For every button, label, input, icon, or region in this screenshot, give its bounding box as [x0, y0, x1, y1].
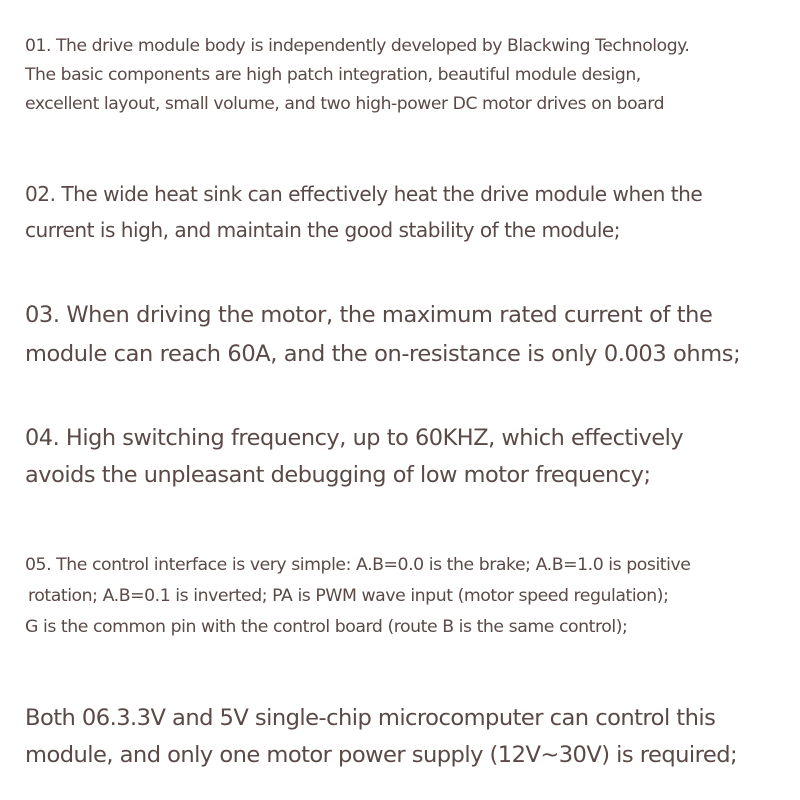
paragraph-05-line-2: rotation; A.B=0.1 is inverted; PA is PWM wave input (motor speed regulation);: [28, 586, 669, 606]
paragraph-04-line-2: avoids the unpleasant debugging of low motor frequency;: [25, 462, 651, 488]
paragraph-02: [25, 176, 702, 248]
paragraph-05-line-1: 05. The control interface is very simple: A.B=0.0 is the brake; A.B=1.0 is positive: [25, 555, 691, 575]
paragraph-01-line-3: excellent layout, small volume, and two high-power DC motor drives on board: [25, 94, 665, 114]
paragraph-06-line-2: module, and only one motor power supply (12V~30V) is required;: [25, 742, 738, 768]
paragraph-05: [25, 550, 690, 643]
paragraph-03: [25, 296, 740, 374]
paragraph-01-line-1: 01. The drive module body is independently developed by Blackwing Technology.: [25, 36, 690, 56]
paragraph-04: [25, 420, 683, 494]
paragraph-04-line-1: 04. High switching frequency, up to 60KHZ, which effectively: [25, 425, 684, 451]
paragraph-01-line-2: The basic components are high patch integration, beautiful module design,: [25, 65, 641, 85]
paragraph-01: [25, 32, 689, 119]
paragraph-06: [25, 700, 737, 774]
paragraph-03-line-1: 03. When driving the motor, the maximum rated current of the: [25, 302, 713, 328]
paragraph-05-line-3: G is the common pin with the control board (route B is the same control);: [25, 617, 628, 637]
paragraph-02-line-2: current is high, and maintain the good stability of the module;: [25, 218, 621, 242]
paragraph-02-line-1: 02. The wide heat sink can effectively heat the drive module when the: [25, 182, 703, 206]
paragraph-06-line-1: Both 06.3.3V and 5V single-chip microcomputer can control this: [25, 705, 716, 731]
paragraph-03-line-2: module can reach 60A, and the on-resistance is only 0.003 ohms;: [25, 341, 741, 367]
